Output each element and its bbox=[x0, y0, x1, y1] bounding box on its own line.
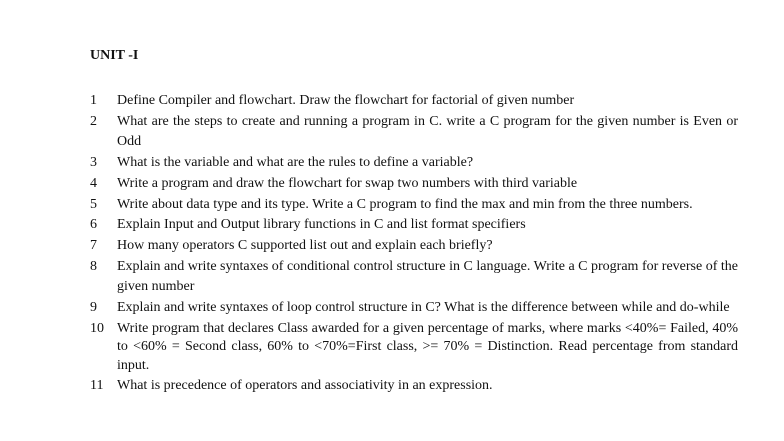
question-item bbox=[90, 174, 738, 195]
question-item bbox=[90, 91, 738, 112]
unit-heading: UNIT -I bbox=[90, 48, 139, 63]
question-text: Explain and write syntaxes of loop control structure in C? What is the difference between while and do-while bbox=[117, 300, 730, 316]
question-text: Write program that declares Class awarded for a given percentage of marks, where marks <40%= Failed, 40% to <60% = Second class, 60% to <70%=First class, >= 70% = Distinction. Read percentage from standard input. bbox=[117, 320, 738, 373]
question-item bbox=[90, 112, 738, 153]
question-number: 11 bbox=[90, 378, 104, 394]
question-text: What is precedence of operators and associativity in an expression. bbox=[117, 378, 493, 394]
question-text: Write a program and draw the flowchart for swap two numbers with third variable bbox=[117, 175, 578, 191]
question-item bbox=[90, 298, 738, 319]
question-item bbox=[90, 195, 738, 216]
question-number: 8 bbox=[90, 258, 97, 274]
question-number: 5 bbox=[90, 196, 97, 212]
question-number: 6 bbox=[90, 217, 97, 233]
question-number: 7 bbox=[90, 237, 97, 253]
question-text: Write about data type and its type. Write a C program to find the max and min from the three numbers. bbox=[117, 196, 693, 212]
question-item bbox=[90, 376, 738, 397]
question-item bbox=[90, 320, 738, 376]
question-number: 4 bbox=[90, 175, 97, 191]
question-number: 10 bbox=[90, 320, 104, 336]
question-text: What are the steps to create and running a program in C. write a C program for the given number is Even or Odd bbox=[117, 113, 738, 150]
question-item bbox=[90, 153, 738, 174]
question-number: 3 bbox=[90, 155, 97, 171]
question-number: 9 bbox=[90, 300, 97, 316]
question-number: 2 bbox=[90, 113, 97, 129]
question-text: What is the variable and what are the rules to define a variable? bbox=[117, 155, 474, 171]
question-item bbox=[90, 236, 738, 257]
question-text: Define Compiler and flowchart. Draw the flowchart for factorial of given number bbox=[117, 93, 575, 108]
question-text: Explain Input and Output library functions in C and list format specifiers bbox=[117, 217, 526, 233]
question-number: 1 bbox=[90, 93, 97, 108]
question-text: Explain and write syntaxes of conditional control structure in C language. Write a C program for reverse of the given number bbox=[117, 258, 738, 295]
question-list bbox=[90, 91, 738, 397]
question-text: How many operators C supported list out and explain each briefly? bbox=[117, 237, 493, 253]
question-item bbox=[90, 215, 738, 236]
question-item bbox=[90, 257, 738, 298]
